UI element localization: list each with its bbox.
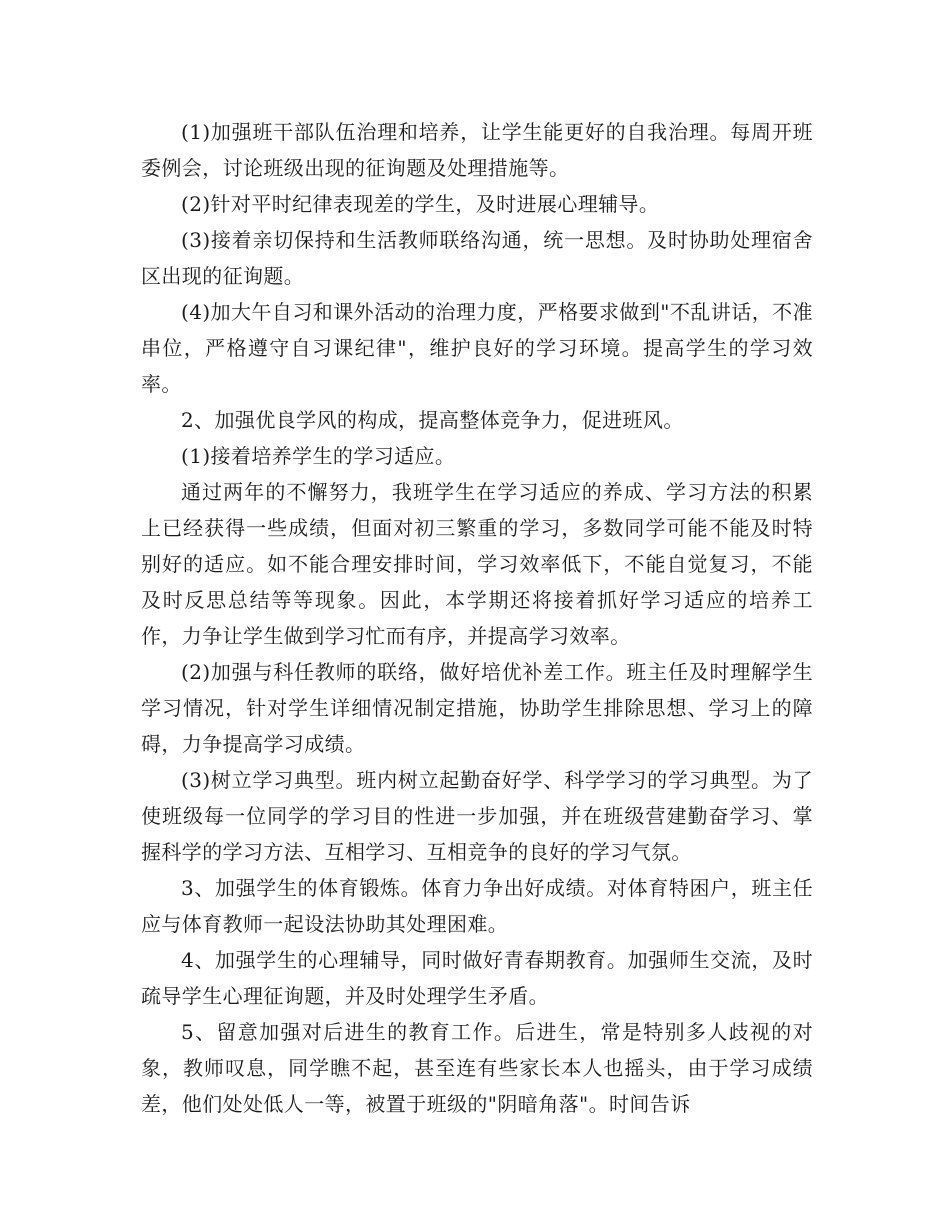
paragraph: (1)加强班干部队伍治理和培养，让学生能更好的自我治理。每周开班委例会，讨论班级出现的征询题及处理措施等。: [141, 120, 813, 180]
paragraph: (1)接着培养学生的学习适应。: [181, 444, 456, 468]
paragraph: (2)针对平时纪律表现差的学生，及时进展心理辅导。: [181, 192, 660, 216]
paragraph: 2、加强优良学风的构成，提高整体竞争力，促进班风。: [181, 408, 684, 432]
paragraph: (3)树立学习典型。班内树立起勤奋好学、科学学习的学习典型。为了使班级每一位同学的学习目的性进一步加强，并在班级营建勤奋学习、掌握科学的学习方法、互相学习、互相竞争的良好的学习气氛。: [141, 768, 813, 864]
paragraph: 3、加强学生的体育锻炼。体育力争出好成绩。对体育特困户，班主任应与体育教师一起设法协助其处理困难。: [141, 876, 813, 936]
paragraph: 通过两年的不懈努力，我班学生在学习适应的养成、学习方法的积累上已经获得一些成绩，但面对初三繁重的学习，多数同学可能不能及时特别好的适应。如不能合理安排时间，学习效率低下，不能自觉复习，不能及时反思总结等等现象。因此，本学期还将接着抓好学习适应的培养工作，力争让学生做到学习忙而有序，并提高学习效率。: [141, 480, 813, 648]
paragraph: (3)接着亲切保持和生活教师联络沟通，统一思想。及时协助处理宿舍区出现的征询题。: [141, 228, 813, 288]
paragraph: (2)加强与科任教师的联络，做好培优补差工作。班主任及时理解学生学习情况，针对学生详细情况制定措施，协助学生排除思想、学习上的障碍，力争提高学习成绩。: [141, 660, 813, 756]
paragraph: 5、留意加强对后进生的教育工作。后进生，常是特别多人歧视的对象，教师叹息，同学瞧不起，甚至连有些家长本人也摇头，由于学习成绩差，他们处处低人一等，被置于班级的"阴暗角落"。时间告诉: [141, 1020, 813, 1116]
paragraph: (4)加大午自习和课外活动的治理力度，严格要求做到"不乱讲话，不准串位，严格遵守自习课纪律"，维护良好的学习环境。提高学生的学习效率。: [141, 300, 813, 396]
document-body: [141, 114, 813, 1122]
paragraph: 4、加强学生的心理辅导，同时做好青春期教育。加强师生交流，及时疏导学生心理征询题，并及时处理学生矛盾。: [141, 948, 813, 1008]
